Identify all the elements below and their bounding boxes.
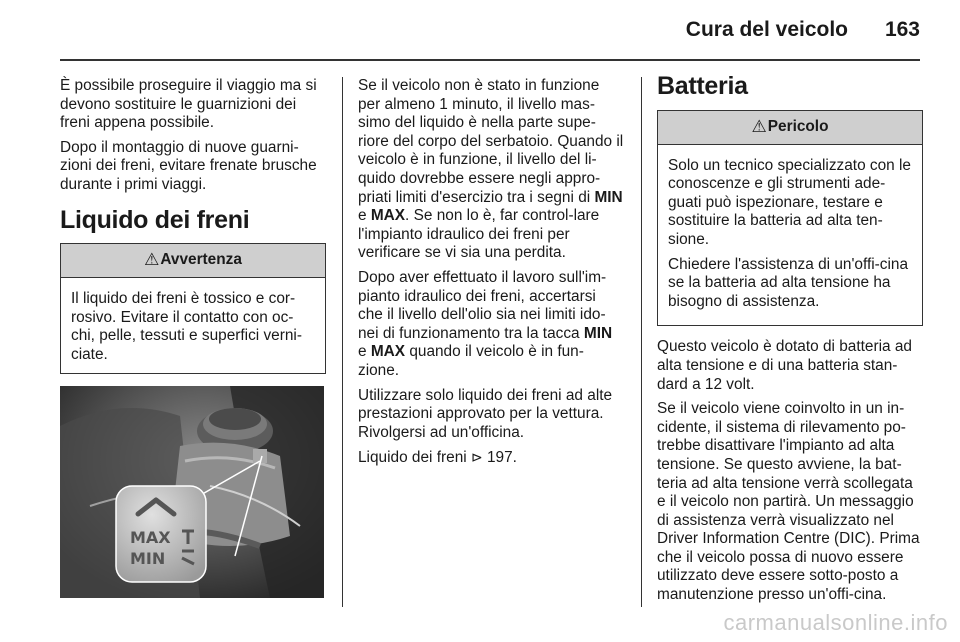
warning-label: Avvertenza (160, 251, 242, 269)
section-title-battery: Batteria (657, 72, 748, 100)
column-2 (358, 77, 624, 474)
danger-text: Solo un tecnico specializzato con le conoscenze e gli strumenti ade-guati può ispezionare, testare e sostituire la batteria ad alta ten-sione. (668, 156, 911, 248)
danger-header (658, 111, 922, 145)
warning-triangle-icon: ⚠ (144, 250, 160, 270)
paragraph: Dopo il montaggio di nuove guarni-zioni dei freni, evitare frenate brusche durante i primi viaggi. (60, 138, 317, 193)
min-mark: MIN (583, 324, 613, 342)
brake-fluid-reservoir-photo (60, 386, 324, 598)
paragraph: Se il veicolo non è stato in funzione per almeno 1 minuto, il livello mas-simo del liquido è nella parte supe-riore del corpo del serbatoio. Quando il veicolo è in funzione, il livello del li-quido dovrebbe essere negli appro-priati limiti d'esercizio tra i segni di MIN e MAX. Se non lo è, far control-lare l'impianto idraulico dei freni per verificare se vi sia una perdita. (358, 77, 624, 262)
max-mark: MAX (370, 207, 406, 225)
paragraph: Se il veicolo viene coinvolto in un in-cidente, il sistema di rilevamento po-trebbe disattivare l'impianto ad alta tensione. Se questo avviene, la bat-teria ad alta tensione verrà scollegata e il veicolo non partirà. Un messaggio di assistenza verrà visualizzato nel Driver Information Centre (DIC). Prima che il veicolo possa di nuovo essere utilizzato deve essere sotto-posto a manutenzione presso un'offi-cina. (657, 400, 920, 604)
page-header (0, 18, 960, 48)
cross-reference-icon[interactable]: ⊳ (470, 449, 483, 466)
column-divider (342, 77, 343, 607)
photo-label-max: MAX (130, 527, 171, 547)
paragraph: Utilizzare solo liquido dei freni ad alte prestazioni approvato per la vettura. Rivolgersi ad un'officina. (358, 386, 613, 441)
warning-header (61, 244, 325, 278)
paragraph: Dopo aver effettuato il lavoro sull'im-pianto idraulico dei freni, accertarsi che il livello dell'olio sia nei limiti ido-nei di funzionamento tra la tacca MIN e MAX quando il veicolo è in fun-zione. (358, 268, 613, 379)
chapter-title: Cura del veicolo (685, 18, 848, 41)
paragraph: Liquido dei freni ⊳ 197. (358, 449, 517, 467)
warning-text: Il liquido dei freni è tossico e cor-rosivo. Evitare il contatto con oc-chi, pelle, tessuti e superfici verni-ciate. (71, 290, 302, 363)
cross-reference-page[interactable]: 197. (482, 449, 517, 467)
header-divider (60, 59, 920, 61)
danger-label: Pericolo (767, 117, 829, 135)
paragraph: Questo veicolo è dotato di batteria ad alta tensione e di una batteria stan-dard a 12 volt. (657, 338, 912, 393)
warning-triangle-icon: ⚠ (751, 116, 767, 136)
brake-fluid-reservoir-illustration (60, 386, 324, 598)
warning-box (60, 243, 326, 373)
photo-label-min: MIN (130, 548, 166, 568)
section-title-brake-fluid: Liquido dei freni (60, 205, 250, 234)
column-3 (657, 72, 923, 611)
watermark: carmanualsonline.info (723, 610, 948, 635)
min-mark: MIN (594, 188, 623, 206)
danger-body (658, 145, 922, 326)
paragraph: È possibile proseguire il viaggio ma si devono sostituire le guarnizioni dei freni appena possibile. (60, 77, 317, 132)
danger-box (657, 110, 923, 327)
max-mark: MAX (370, 343, 406, 361)
page-number: 163 (884, 18, 920, 41)
danger-text: Chiedere l'assistenza di un'offi-cina se la batteria ad alta tensione ha bisogno di assistenza. (668, 255, 909, 310)
column-1 (60, 77, 326, 598)
column-divider (641, 77, 642, 607)
